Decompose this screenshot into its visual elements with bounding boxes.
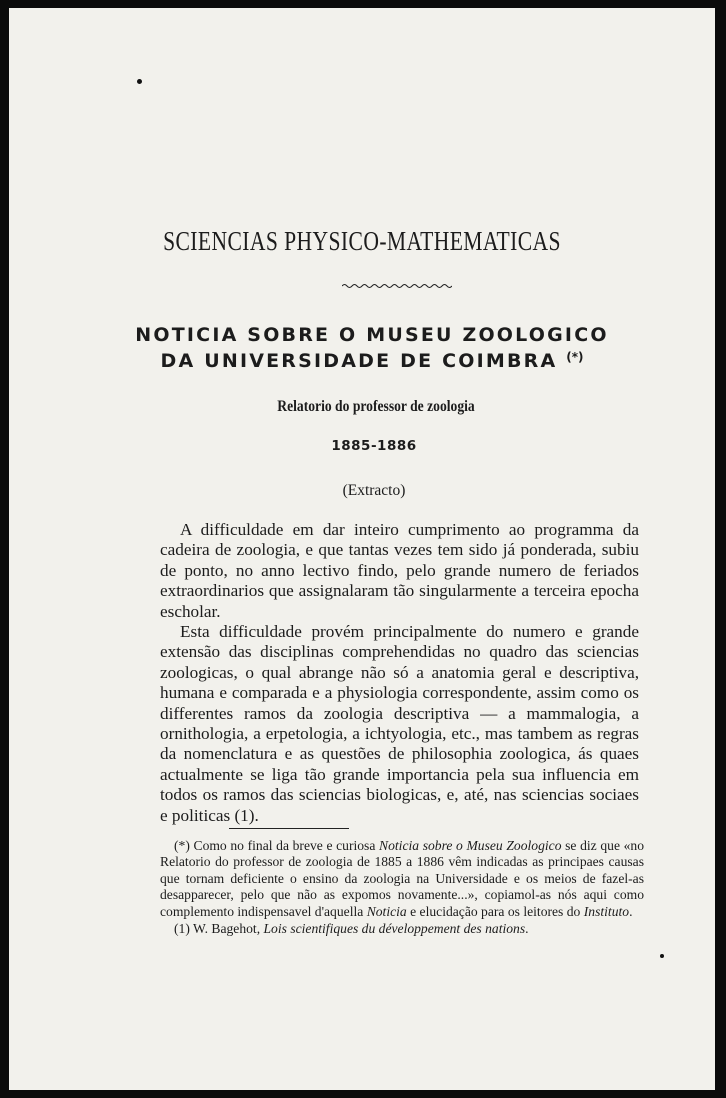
footnote-1-marker: (*) (174, 838, 190, 853)
footnote-marker: (*) (566, 350, 584, 364)
ink-speck (137, 79, 142, 84)
footnote-2-work: Lois scientifiques du développement des nations (263, 921, 526, 937)
report-subtitle: Relatorio do professor de zoologia (277, 398, 475, 415)
footnote-1-text-b: se diz que «no Relatorio do professor de zoologia de 1885 a 1886 vêm indicadas as principaes causas que tornam deficiente o ensino da zoologia na Universidade e os meios de fazel-as desapparecer, pelo que não as expomos novamente...», copiamol-as nós aqui como complemento indispensavel d'aquella (160, 838, 645, 919)
footnote-separator (229, 828, 349, 829)
footnote-2-author: W. Bagehot, (189, 921, 264, 937)
footnote-1-italic-a: Noticia sobre o Museu Zoologico (379, 838, 562, 853)
footnote-1 (160, 838, 644, 920)
article-title (19, 324, 715, 372)
paragraph-2: Esta difficuldade provém principalmente do numero e grande extensão das disciplinas comprehendidas no quadro das sciencias zoologicas, o qual abrange não só a anatomia geral e descriptiva, humana e comparada e a physiologia correspondente, assim como os differentes ramos da zoologia descriptiva — a mammalogia, a ornithologia, a erpetologia, a ichtyologia, etc., mas tambem as regras da nomenclatura e as questões de philosophia zoologica, ás quaes actualmente se liga tão grande importancia pela sua influencia em todos os ramos das sciencias biologicas, e, até, nas sciencias sociaes e politicas (1). (160, 622, 639, 825)
footnote-1-text-d: . (629, 903, 633, 919)
article-title-line-2 (19, 346, 715, 372)
footnote-1-italic-c: Instituto (583, 903, 630, 919)
footnotes (160, 838, 644, 937)
footnote-2 (160, 921, 644, 937)
footnote-2-end: . (525, 921, 529, 937)
wavy-ornament-icon (342, 282, 452, 290)
footnote-1-italic-b: Noticia (366, 903, 407, 919)
footnote-2-marker: (1) (174, 921, 190, 937)
article-title-line-1: NOTICIA SOBRE O MUSEU ZOOLOGICO (135, 324, 609, 346)
footnote-1-text-a: Como no final da breve e curiosa (189, 838, 380, 853)
ink-speck (660, 954, 664, 958)
extract-label: (Extracto) (342, 482, 406, 499)
body-text (160, 520, 639, 826)
scanned-page (9, 8, 715, 1090)
section-title: SCIENCIAS PHYSICO-MATHEMATICAS (163, 226, 561, 256)
footnote-1-text-c: e elucidação para os leitores do (406, 903, 584, 919)
paragraph-1: A difficuldade em dar inteiro cumprimento ao programma da cadeira de zoologia, e que tantas vezes tem sido já ponderada, subiu de ponto, no anno lectivo findo, pelo grande numero de feriados extraordinarios que assignalaram tão singularmente a terceira epocha escholar. (160, 520, 639, 621)
report-years: 1885-1886 (331, 438, 417, 454)
article-title-line-2-text: DA UNIVERSIDADE DE COIMBRA (160, 350, 558, 372)
